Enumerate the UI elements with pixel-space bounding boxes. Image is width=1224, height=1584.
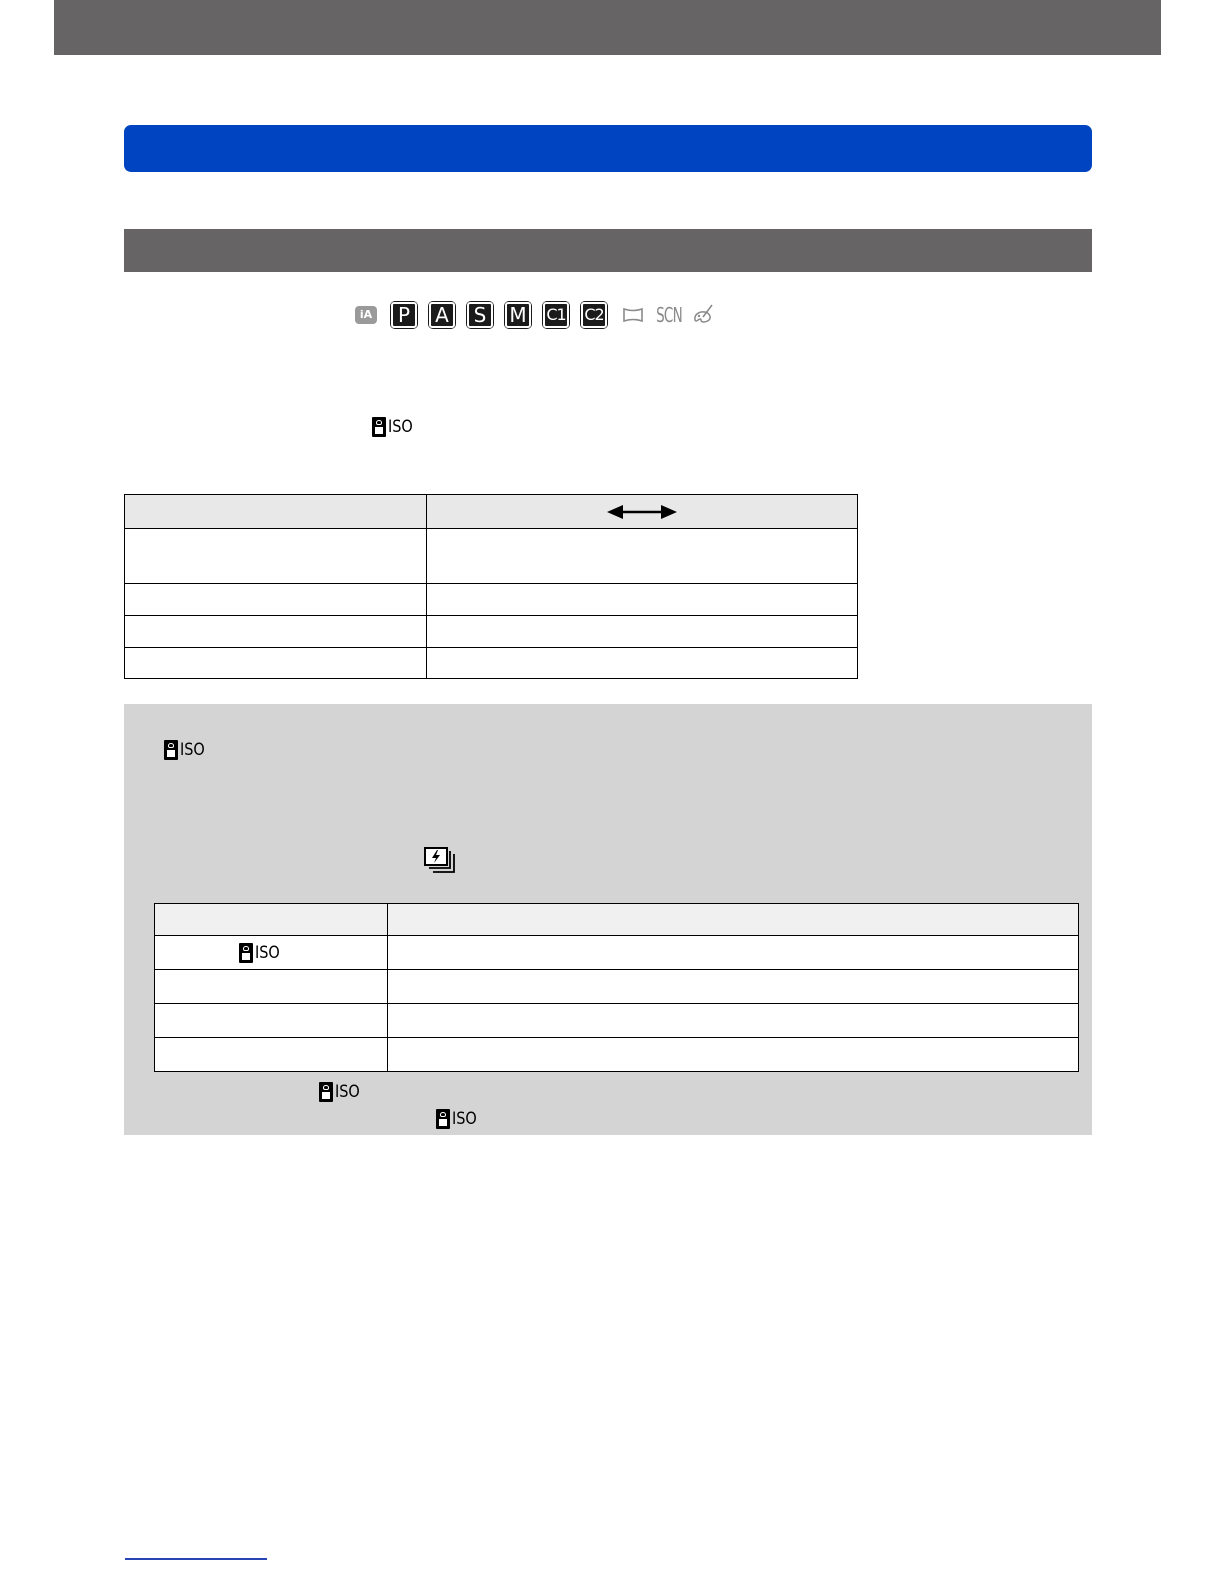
footer-link-underline[interactable] xyxy=(125,1558,267,1560)
intelligent-iso-icon: ISO xyxy=(319,1082,364,1102)
scene-mode-icon: SCN xyxy=(656,303,682,327)
chapter-title-bar xyxy=(124,125,1092,172)
table-header-row xyxy=(155,904,1079,936)
table-row xyxy=(155,1004,1079,1038)
aperture-mode-icon: A xyxy=(428,301,456,329)
program-mode-icon: P xyxy=(390,301,418,329)
creative-control-mode-icon xyxy=(690,301,716,329)
table-row xyxy=(155,970,1079,1004)
table-row xyxy=(155,1038,1079,1072)
section-title-bar xyxy=(124,229,1092,272)
double-arrow-icon xyxy=(607,503,677,521)
recording-mode-icons xyxy=(354,300,726,330)
intelligent-iso-icon: ISO xyxy=(436,1109,481,1129)
table-row xyxy=(125,584,858,616)
intelligent-iso-icon: ISO xyxy=(164,740,209,760)
shutter-mode-icon: S xyxy=(466,301,494,329)
custom2-mode-icon: C2 xyxy=(580,301,608,329)
custom1-mode-icon: C1 xyxy=(542,301,570,329)
table-header-row xyxy=(125,495,858,529)
table-row xyxy=(125,616,858,648)
table-header-cell xyxy=(125,495,427,529)
manual-mode-icon: M xyxy=(504,301,532,329)
intelligent-iso-icon: ISO xyxy=(239,943,284,963)
table-row xyxy=(155,936,1079,970)
intelligent-auto-mode-icon: iA xyxy=(354,301,378,329)
top-bar xyxy=(54,0,1161,55)
burst-flash-icon xyxy=(424,847,456,873)
iso-limit-table xyxy=(154,903,1079,1072)
settings-table xyxy=(124,494,858,679)
table-row xyxy=(125,529,858,584)
table-row xyxy=(125,648,858,679)
intelligent-iso-icon: ISO xyxy=(372,417,417,437)
panorama-mode-icon xyxy=(622,301,644,329)
table-header-cell xyxy=(427,495,858,529)
